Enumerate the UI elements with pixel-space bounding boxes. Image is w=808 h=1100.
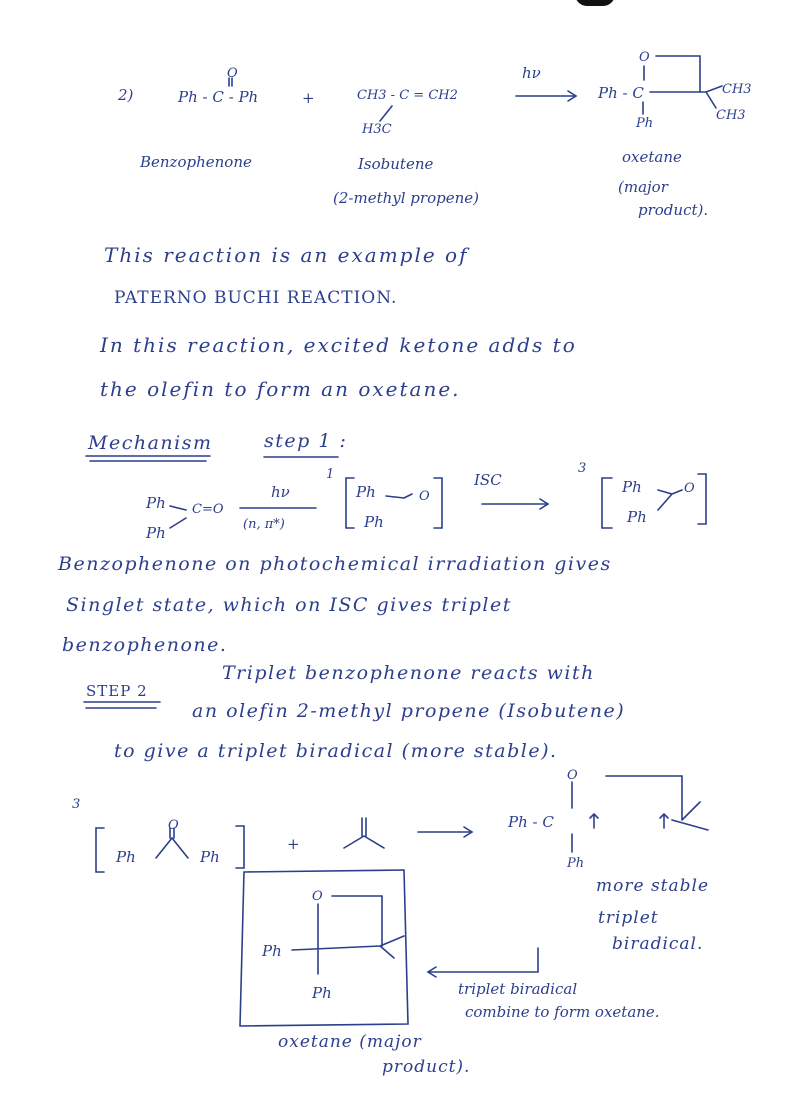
- name-oxetane-major: (major: [618, 178, 668, 196]
- intro-line-1: This reaction is an example of: [104, 243, 469, 267]
- step2-line-1: Triplet benzophenone reacts with: [222, 662, 595, 684]
- name-benzophenone: Benzophenone: [140, 153, 252, 171]
- step2-line-2: an olefin 2-methyl propene (Isobutene): [192, 700, 626, 722]
- bracket1-oxygen: O: [419, 489, 430, 504]
- radical-arrow-1: [590, 814, 598, 828]
- product-formula: Ph - C: [598, 84, 644, 102]
- bracket1-phenyl-2: Ph: [364, 513, 384, 531]
- reactant2-isobutene: CH3 - C = CH2: [357, 88, 458, 103]
- step2-line-3: to give a triplet biradical (more stable).: [114, 740, 558, 762]
- mechanism-heading: Mechanism: [88, 432, 213, 454]
- bracket1: [346, 478, 354, 528]
- step2-reactant-oxygen: O: [168, 818, 179, 833]
- reactant2-methyl-bond: [380, 106, 392, 121]
- step2-plus-sign: +: [287, 835, 300, 853]
- reactant1-oxygen: O: [227, 66, 238, 81]
- reactant1-benzophenone: Ph - C - Ph: [178, 88, 259, 106]
- intro-line-4: the olefin to form an oxetane.: [100, 377, 461, 401]
- step2-triplet-mark: 3: [72, 797, 81, 812]
- scheme-number: 2): [118, 86, 134, 104]
- step2-label: STEP 2: [86, 682, 148, 700]
- biradical-phenyl: Ph: [567, 856, 585, 871]
- box-oxygen: O: [312, 889, 323, 904]
- bracket2-phenyl-1: Ph: [622, 478, 642, 496]
- isc-label: ISC: [474, 471, 502, 489]
- eq-carbonyl: C=O: [192, 502, 224, 517]
- mechanism-desc-2: Singlet state, which on ISC gives triplet: [66, 594, 512, 616]
- intro-line-3: In this reaction, excited ketone adds to: [100, 333, 577, 357]
- step2-reactant-phenyl-2: Ph: [200, 848, 220, 866]
- step2-reactant-phenyl-1: Ph: [116, 848, 136, 866]
- plus-sign: +: [302, 89, 315, 107]
- product-phenyl: Ph: [636, 116, 654, 131]
- triplet-mark: 3: [578, 461, 587, 476]
- bracket1-phenyl-1: Ph: [356, 483, 376, 501]
- more-stable-line-3: biradical.: [612, 934, 704, 954]
- biradical-oxygen: O: [567, 768, 578, 783]
- biradical-formula: Ph - C: [508, 813, 554, 831]
- box-phenyl-2: Ph: [312, 984, 332, 1002]
- mechanism-desc-3: benzophenone.: [62, 634, 228, 656]
- product-methyl-2: CH3: [716, 108, 746, 123]
- product-oxygen: O: [639, 50, 650, 65]
- name-oxetane-product: product).: [638, 201, 709, 219]
- name-oxetane: oxetane: [622, 148, 682, 166]
- combine-line-1: triplet biradical: [458, 980, 578, 998]
- more-stable-line-1: more stable: [596, 876, 710, 896]
- reactant2-methyl: H3C: [362, 122, 392, 137]
- combine-arrow: [430, 948, 538, 972]
- radical-arrow-2: [660, 814, 668, 828]
- final-oxetane-2: product).: [382, 1057, 471, 1077]
- bracket2-phenyl-2: Ph: [627, 508, 647, 526]
- name-isobutene-alt: (2-methyl propene): [333, 189, 479, 207]
- product-ring: [650, 56, 706, 92]
- final-oxetane-1: oxetane (major: [278, 1032, 422, 1052]
- isobutene-skeletal: [344, 818, 384, 848]
- more-stable-line-2: triplet: [598, 908, 659, 928]
- reaction-condition: hν: [522, 64, 541, 82]
- bracket2-oxygen: O: [684, 481, 695, 496]
- box-phenyl-1: Ph: [262, 942, 282, 960]
- product-methyl-1: CH3: [722, 82, 752, 97]
- intro-line-2-reaction-name: PATERNO BUCHI REACTION.: [114, 288, 398, 308]
- name-isobutene: Isobutene: [358, 155, 434, 173]
- bracket2: [602, 478, 612, 528]
- singlet-mark: 1: [326, 467, 335, 482]
- eq-phenyl-2: Ph: [146, 524, 166, 542]
- combine-line-2: combine to form oxetane.: [465, 1003, 660, 1021]
- eq-n-pi-star: (n, π*): [243, 517, 285, 532]
- eq-hv: hν: [271, 483, 290, 501]
- mechanism-desc-1: Benzophenone on photochemical irradiation gives: [58, 553, 612, 575]
- step2-bracket: [96, 828, 104, 872]
- step1-label: step 1 :: [264, 430, 348, 452]
- box-oxetane-ring: [292, 896, 404, 974]
- eq-phenyl-1: Ph: [146, 494, 166, 512]
